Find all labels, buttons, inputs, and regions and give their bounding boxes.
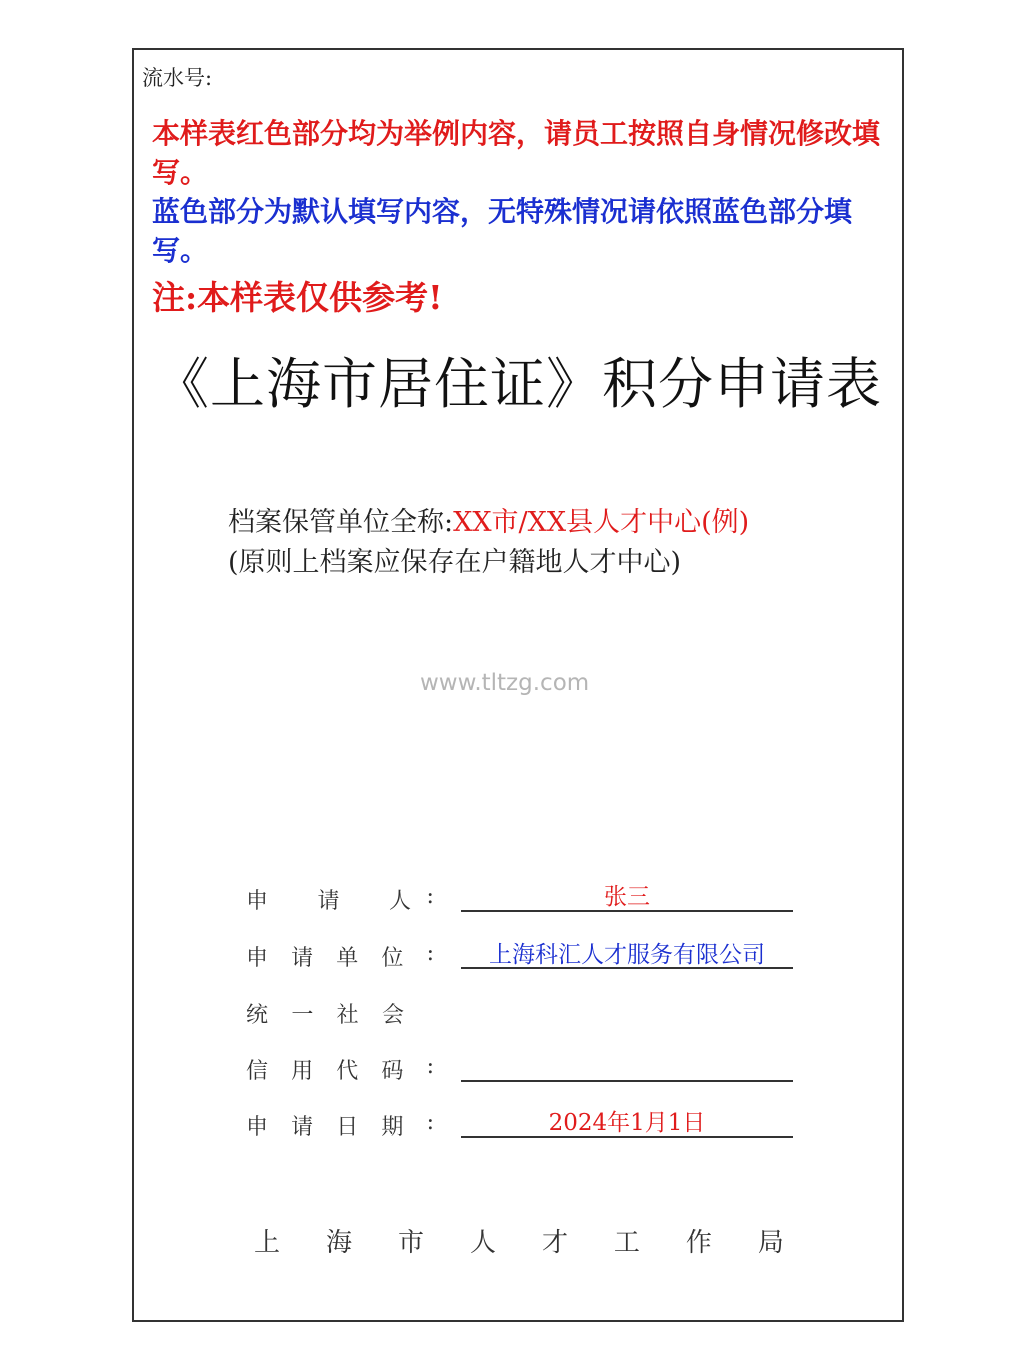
label-char: 请 xyxy=(317,889,340,914)
unit-underline xyxy=(461,967,793,969)
footer-char: 才 xyxy=(541,1228,568,1258)
label-char: 人 xyxy=(389,889,412,914)
unit-label xyxy=(246,941,434,972)
label-char: 信 xyxy=(246,1059,269,1084)
label-char: 一 xyxy=(291,1003,314,1028)
label-char: 单 xyxy=(336,946,359,971)
footer-char: 市 xyxy=(397,1228,424,1258)
date-value[interactable]: 2024年1月1日 xyxy=(548,1110,706,1136)
label-char: 日 xyxy=(336,1115,359,1140)
credit-code-label-line1 xyxy=(246,998,404,1029)
date-label xyxy=(246,1110,434,1141)
label-colon: : xyxy=(426,1110,434,1135)
red-instruction-note: 本样表红色部分均为举例内容，请员工按照自身情况修改填写。 xyxy=(152,117,881,189)
footer-char: 人 xyxy=(469,1228,496,1258)
watermark: www.tltzg.com xyxy=(420,670,590,696)
blue-instruction-note: 蓝色部分为默认填写内容，无特殊情况请依照蓝色部分填写。 xyxy=(152,195,853,267)
reference-only-note: 注:本样表仅供参考! xyxy=(152,278,443,317)
archive-unit-value[interactable]: XX市/XX县人才中心(例) xyxy=(453,507,750,538)
label-char: 申 xyxy=(246,946,269,971)
label-colon: : xyxy=(426,941,434,966)
footer-char: 作 xyxy=(685,1228,712,1258)
unit-value[interactable]: 上海科汇人才服务有限公司 xyxy=(489,942,765,968)
issuing-authority xyxy=(254,1222,784,1259)
archive-unit-label: 档案保管单位全称: xyxy=(228,507,454,538)
credit-code-label-line2 xyxy=(246,1054,434,1085)
label-char: 申 xyxy=(246,889,269,914)
label-char: 社 xyxy=(336,1003,359,1028)
label-char: 请 xyxy=(291,946,314,971)
applicant-label xyxy=(246,884,434,915)
label-char: 统 xyxy=(246,1003,269,1028)
label-colon: : xyxy=(426,1054,434,1079)
label-char: 申 xyxy=(246,1115,269,1140)
credit-code-underline xyxy=(461,1080,793,1082)
applicant-value[interactable]: 张三 xyxy=(604,884,650,910)
label-char: 会 xyxy=(381,1003,404,1028)
label-colon: : xyxy=(426,884,434,909)
archive-unit-line xyxy=(228,500,749,539)
footer-char: 工 xyxy=(613,1228,640,1258)
footer-char: 上 xyxy=(254,1228,281,1258)
label-char: 请 xyxy=(291,1115,314,1140)
date-underline xyxy=(461,1136,793,1138)
form-title: 《上海市居住证》积分申请表 xyxy=(154,352,883,416)
label-char: 用 xyxy=(291,1059,314,1084)
label-char: 位 xyxy=(381,946,404,971)
label-char: 代 xyxy=(336,1059,359,1084)
archive-unit-note: (原则上档案应保存在户籍地人才中心) xyxy=(228,547,682,578)
serial-number-label: 流水号: xyxy=(142,66,213,90)
footer-char: 海 xyxy=(325,1228,352,1258)
footer-char: 局 xyxy=(757,1228,784,1258)
label-char: 码 xyxy=(381,1059,404,1084)
applicant-underline xyxy=(461,910,793,912)
label-char: 期 xyxy=(381,1115,404,1140)
